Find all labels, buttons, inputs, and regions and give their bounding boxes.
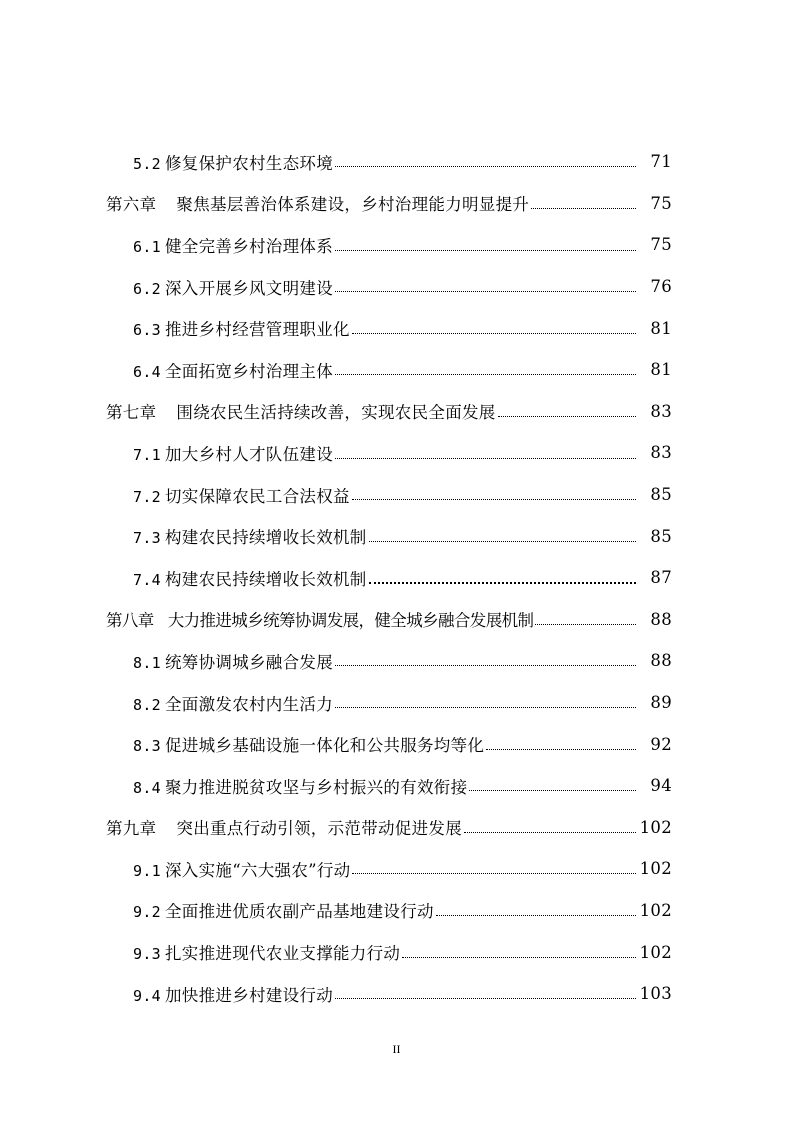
toc-entry-page: 75 [650, 193, 672, 213]
toc-leader-dots [335, 439, 636, 458]
toc-leader-dots [335, 356, 636, 375]
page-number: II [392, 1042, 401, 1056]
toc-entry-6-4[interactable] [0, 349, 793, 391]
toc-entry-7-2[interactable] [0, 474, 793, 516]
toc-entry-number: 8.3 [133, 737, 161, 756]
toc-entry-title: 8.1 统筹协调城乡融合发展 [133, 652, 333, 672]
toc-entry-7-3[interactable] [0, 515, 793, 557]
toc-entry-page: 89 [650, 693, 672, 713]
toc-entry-6-2[interactable] [0, 266, 793, 308]
toc-entry-number: 第六章 [106, 195, 157, 215]
toc-entry-title: 6.1 健全完善乡村治理体系 [133, 236, 333, 256]
toc-leader-dots [335, 231, 636, 250]
toc-entry-page: 102 [639, 900, 672, 920]
toc-entry-7-4[interactable] [0, 557, 793, 599]
toc-entry-number: 7.1 [133, 445, 161, 464]
toc-entry-title: 6.3 推进乡村经营管理职业化 [133, 320, 350, 340]
toc-leader-dots [352, 481, 636, 500]
toc-entry-number: 第八章 [106, 611, 154, 631]
toc-leader-dots [352, 315, 636, 334]
toc-entry-title: 7.4 构建农民持续增收长效机制 [133, 569, 367, 589]
toc-leader-dots [352, 855, 636, 874]
toc-entry-8-1[interactable] [0, 640, 793, 682]
toc-entry-number: 8.2 [133, 695, 161, 714]
toc-entry-title: 8.3 促进城乡基础设施一体化和公共服务均等化 [133, 736, 485, 756]
toc-entry-8-4[interactable] [0, 765, 793, 807]
toc-entry-6-1[interactable] [0, 224, 793, 266]
toc-entry-title: 7.1 加大乡村人才队伍建设 [133, 444, 333, 464]
toc-entry-number: 6.4 [133, 362, 161, 381]
toc-entry-title: 9.1 深入实施“六大强农”行动 [133, 860, 351, 880]
toc-entry-title: 6.2 深入开展乡风文明建设 [133, 278, 333, 298]
toc-leader-dots [486, 731, 636, 750]
toc-entry-number: 6.1 [133, 237, 161, 256]
toc-entry-page: 94 [650, 776, 672, 796]
toc-leader-dots [335, 689, 636, 708]
toc-leader-dots [335, 647, 636, 666]
toc-entry-title: 8.2 全面激发农村内生活力 [133, 694, 333, 714]
toc-leader-dots [369, 564, 636, 584]
toc-entry-page: 76 [650, 277, 672, 297]
toc-leader-dots [369, 523, 636, 542]
toc-entry-number: 7.2 [133, 487, 161, 506]
toc-entry-9-4[interactable] [0, 973, 793, 1015]
toc-entry-8-3[interactable] [0, 723, 793, 765]
toc-entry-8-2[interactable] [0, 682, 793, 724]
toc-entry-title: 7.2 切实保障农民工合法权益 [133, 486, 350, 506]
toc-entry-page: 71 [650, 152, 672, 172]
toc-entry-9-1[interactable] [0, 848, 793, 890]
toc-leader-dots [469, 772, 636, 791]
toc-leader-dots [335, 980, 636, 999]
toc-entry-page: 85 [650, 526, 672, 546]
toc-entry-title: 第六章 聚焦基层善治体系建设，乡村治理能力明显提升 [106, 195, 530, 215]
toc-entry-page: 102 [639, 859, 672, 879]
toc-entry-number: 7.3 [133, 529, 161, 548]
toc-entry-chapter-6[interactable] [0, 183, 793, 225]
toc-entry-5-2[interactable] [0, 141, 793, 183]
toc-entry-page: 83 [650, 401, 672, 421]
toc-entry-title: 第七章 围绕农民生活持续改善，实现农民全面发展 [106, 403, 496, 423]
toc-leader-dots [335, 148, 636, 167]
toc-entry-9-2[interactable] [0, 890, 793, 932]
toc-entry-number: 8.1 [133, 653, 161, 672]
toc-entry-9-3[interactable] [0, 931, 793, 973]
toc-entry-number: 第九章 [106, 819, 157, 839]
table-of-contents [0, 141, 793, 1014]
toc-entry-title: 第九章 突出重点行动引领，示范带动促进发展 [106, 819, 463, 839]
toc-entry-number: 5.2 [133, 154, 161, 173]
toc-entry-page: 81 [650, 318, 672, 338]
toc-entry-title: 9.3 扎实推进现代农业支撑能力行动 [133, 944, 401, 964]
toc-entry-page: 87 [650, 568, 672, 588]
toc-entry-title: 5.2 修复保护农村生态环境 [133, 153, 333, 173]
toc-entry-chapter-9[interactable] [0, 807, 793, 849]
toc-entry-page: 83 [650, 443, 672, 463]
toc-entry-number: 8.4 [133, 778, 161, 797]
toc-entry-page: 102 [639, 817, 672, 837]
toc-entry-number: 9.2 [133, 903, 161, 922]
toc-entry-number: 9.3 [133, 945, 161, 964]
toc-entry-title: 第八章 大力推进城乡统筹协调发展，健全城乡融合发展机制 [106, 611, 534, 631]
toc-leader-dots [402, 939, 636, 958]
toc-leader-dots [464, 814, 636, 833]
toc-entry-page: 88 [650, 609, 672, 629]
toc-entry-page: 85 [650, 485, 672, 505]
toc-entry-number: 9.4 [133, 986, 161, 1005]
toc-entry-chapter-7[interactable] [0, 391, 793, 433]
toc-entry-page: 92 [650, 734, 672, 754]
toc-entry-title: 9.4 加快推进乡村建设行动 [133, 985, 333, 1005]
toc-entry-page: 102 [639, 942, 672, 962]
toc-leader-dots [531, 190, 636, 209]
toc-entry-page: 103 [639, 984, 672, 1004]
toc-entry-number: 7.4 [133, 570, 161, 589]
toc-entry-number: 6.2 [133, 279, 161, 298]
toc-leader-dots [535, 606, 636, 625]
toc-entry-page: 75 [650, 235, 672, 255]
toc-entry-title: 7.3 构建农民持续增收长效机制 [133, 528, 367, 548]
toc-leader-dots [335, 273, 636, 292]
toc-entry-chapter-8[interactable] [0, 599, 793, 641]
toc-entry-title: 9.2 全面推进优质农副产品基地建设行动 [133, 902, 434, 922]
toc-entry-number: 第七章 [106, 403, 157, 423]
toc-entry-page: 88 [650, 651, 672, 671]
toc-entry-title: 8.4 聚力推进脱贫攻坚与乡村振兴的有效衔接 [133, 777, 468, 797]
toc-leader-dots [436, 897, 636, 916]
toc-entry-6-3[interactable] [0, 307, 793, 349]
toc-leader-dots [498, 398, 636, 417]
toc-entry-title: 6.4 全面拓宽乡村治理主体 [133, 361, 333, 381]
toc-entry-page: 81 [650, 360, 672, 380]
toc-entry-number: 6.3 [133, 321, 161, 340]
toc-entry-number: 9.1 [133, 861, 161, 880]
toc-entry-7-1[interactable] [0, 432, 793, 474]
